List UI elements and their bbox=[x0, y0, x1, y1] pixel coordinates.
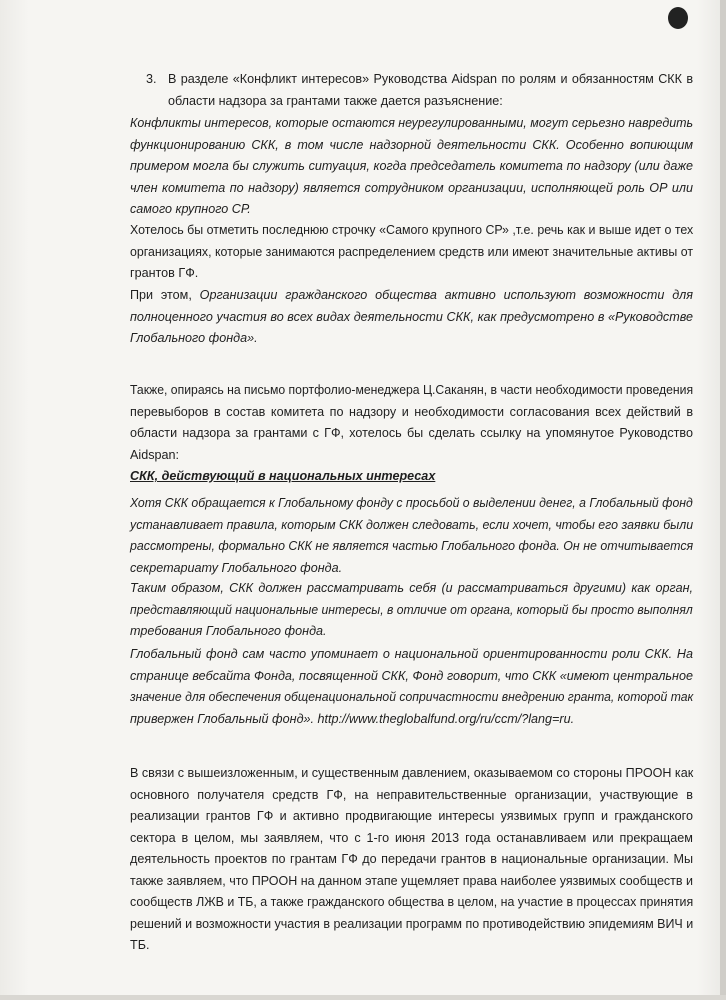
heading-text: СКК, действующий в национальных интересах bbox=[130, 469, 436, 483]
text-line: Хотелось бы отметить последнюю строчку «Самого крупного СР» ,т.е. речь как и выше идет о тех bbox=[130, 223, 694, 237]
text-line: ТБ. bbox=[130, 938, 150, 952]
text-line: представляющий национальные интересы, в отличие от органа, который бы просто выполнял bbox=[130, 602, 693, 617]
paragraph-largest-sr bbox=[130, 220, 693, 285]
text-line: секретариату Глобального фонда. bbox=[130, 560, 343, 575]
text-line: рассмотрены, формально СКК не является частью Глобального фонда. Он не отчитывается bbox=[130, 539, 694, 553]
page-edge-bottom bbox=[0, 995, 726, 1000]
paragraph-statement bbox=[130, 763, 693, 957]
list-number: 3. bbox=[146, 72, 157, 86]
text-line: полноценного участия во всех видах деятельности СКК, как предусмотрено в «Руководстве bbox=[130, 309, 694, 324]
text-line: Хотя СКК обращается к Глобальному фонду с просьбой о выделении денег, а Глобальный фонд bbox=[130, 496, 693, 510]
text-lead: При этом, bbox=[130, 288, 200, 302]
text-line: реализации грантов ГФ и активно продвигающие интересы уязвимых групп и гражданского bbox=[130, 809, 693, 823]
text-line: устанавливает правила, которым СКК должен следовать, если хочет, чтобы его заявки были bbox=[130, 517, 694, 532]
text-line: основного получателя средств ГФ, на неправительственные организации, участвующие в bbox=[130, 787, 693, 802]
text-line: Также, опираясь на письмо портфолио-менеджера Ц.Саканян, в части необходимости проведения bbox=[130, 383, 694, 397]
text-line: перевыборов в состав комитета по надзору и необходимости согласования всех действий в bbox=[130, 404, 694, 419]
text-line: Таким образом, СКК должен рассматривать себя (и рассматриваться другими) как орган, bbox=[130, 581, 694, 595]
text-line: требования Глобального фонда. bbox=[130, 624, 327, 638]
paragraph-civil-society bbox=[130, 285, 693, 350]
text-line: также заявляем, что ПРООН на данном этапе ущемляет права наиболее уязвимых сообществ и bbox=[130, 873, 693, 888]
list-item-3 bbox=[168, 69, 693, 112]
section-heading bbox=[130, 466, 693, 488]
text-line: В разделе «Конфликт интересов» Руководства Aidspan по ролям и обязанностям СКК в bbox=[168, 72, 694, 86]
page-edge-right bbox=[720, 0, 726, 1000]
text-line: сектора в целом, мы заявляем, что с 1-го июня 2013 года останавливаем или прекращаем bbox=[130, 830, 693, 845]
text-line: организациях, которые занимаются распределением средств или имеют значительные активы от bbox=[130, 244, 693, 259]
text-line: сообществ ЛЖВ и ТБ, а также гражданского общества в целом, на участие в процессах принятия bbox=[130, 895, 694, 909]
text-line: области надзора за грантами с ГФ, хотелось бы сделать ссылку на упомянутое Руководство bbox=[130, 426, 693, 440]
text-line: Глобального фонда». bbox=[130, 331, 258, 345]
text-line: области надзора за грантами также дается разъяснение: bbox=[168, 93, 503, 108]
text-line: В связи с вышеизложенным, и существенным давлением, оказываемом со стороны ПРООН как bbox=[130, 766, 694, 780]
text-line: странице вебсайта Фонда, посвященной СКК, Фонд говорит, что СКК «имеют центральное bbox=[130, 668, 693, 683]
paragraph-portfolio-manager bbox=[130, 380, 693, 466]
text-line: самого крупного СР. bbox=[130, 202, 251, 216]
quote-global-fund-website bbox=[130, 644, 693, 730]
text-line: член комитета по надзору) является сотрудником организации, исполняющей роль ОР или bbox=[130, 180, 694, 195]
text-line: грантов ГФ. bbox=[130, 266, 199, 280]
text-line: Конфликты интересов, которые остаются неурегулированными, могут серьезно навредить bbox=[130, 116, 694, 130]
quote-ccm-funding bbox=[130, 493, 693, 579]
text-line: Организации гражданского общества активно используют возможности для bbox=[199, 288, 693, 302]
text-line: Aidspan: bbox=[130, 447, 180, 462]
text-line: примером могла бы служить ситуация, когда председатель комитета по надзору (или даже bbox=[130, 159, 694, 173]
text-line: привержен Глобальный фонд». http://www.theglobalfund.org/ru/ccm/?lang=ru. bbox=[130, 711, 575, 726]
text-line: значение для обеспечения общенациональной сопричастности внедрению гранта, которой так bbox=[130, 690, 694, 704]
text-line: деятельность проектов по грантам ГФ до передачи грантов в национальные организации. Мы bbox=[130, 852, 694, 866]
punch-hole bbox=[668, 7, 688, 29]
text-line: функционированию СКК, в том числе надзорной деятельности СКК. Особенно вопиющим bbox=[130, 137, 693, 152]
text-line: Глобальный фонд сам часто упоминает о национальной ориентированности роли СКК. На bbox=[130, 647, 693, 661]
quote-conflict-of-interest bbox=[130, 113, 693, 221]
quote-national-interest bbox=[130, 578, 693, 643]
text-line: решений и возможности участия в реализации программ по противодействию эпидемиям ВИЧ и bbox=[130, 916, 694, 931]
